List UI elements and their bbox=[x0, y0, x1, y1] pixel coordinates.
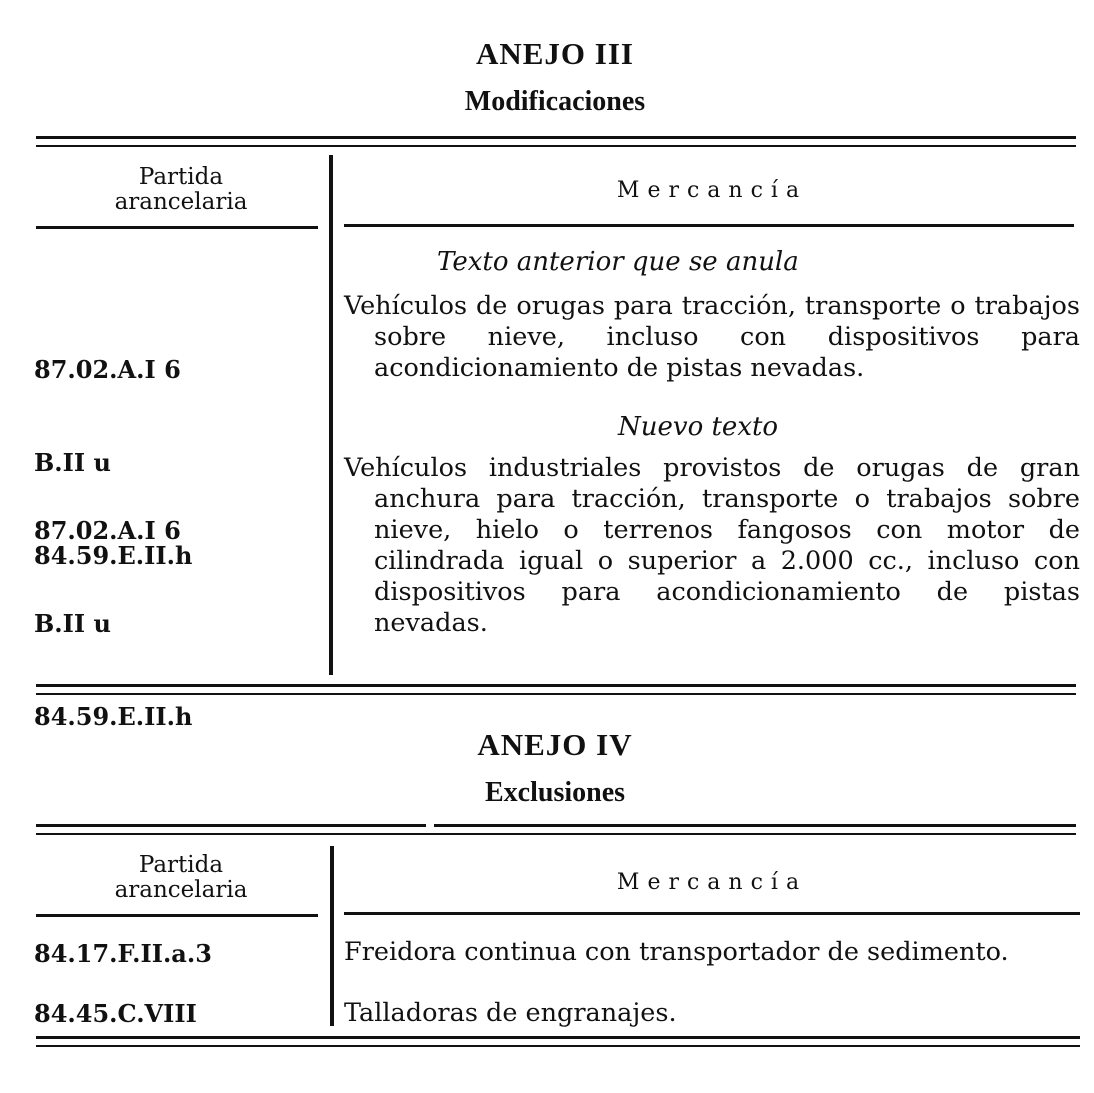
row2-codes bbox=[34, 453, 192, 763]
table1-header-underline-left bbox=[36, 226, 318, 229]
row2-code-2: B.II u bbox=[34, 609, 111, 638]
anejo-iv-subtitle: Exclusiones bbox=[484, 777, 626, 808]
anejo-iii-title: ANEJO III bbox=[475, 36, 634, 71]
row2-code-3: 84.59.E.II.h bbox=[34, 702, 193, 731]
anejo-iii-subtitle: Modificaciones bbox=[464, 86, 646, 117]
table2-top-rule bbox=[36, 824, 426, 827]
table2-row1-description-text: Freidora continua con transportador de sedimento. bbox=[344, 937, 1009, 967]
table2-header-underline-left bbox=[36, 914, 318, 917]
table2-row1-code: 84.17.F.II.a.3 bbox=[34, 939, 212, 968]
row1-code-3: 84.59.E.II.h bbox=[34, 541, 193, 570]
table2-bottom-rule-2 bbox=[36, 1045, 1080, 1047]
row2-description bbox=[344, 453, 1080, 639]
table2-row2-description-text: Talladoras de engranajes. bbox=[344, 998, 677, 1028]
table2-row2-code: 84.45.C.VIII bbox=[34, 999, 197, 1028]
section-heading-nuevo-texto: Nuevo texto bbox=[618, 412, 779, 442]
col-header-partida-line1: Partida bbox=[138, 164, 224, 190]
table2-top-rule-b bbox=[434, 824, 1076, 827]
row2-code-1: 87.02.A.I 6 bbox=[34, 516, 181, 545]
table1-column-divider bbox=[329, 155, 333, 675]
table2-bottom-rule bbox=[36, 1036, 1080, 1039]
table1-top-rule bbox=[36, 136, 1076, 139]
row1-description bbox=[344, 291, 1080, 384]
table2-row2-description bbox=[344, 998, 1080, 1029]
table1-bottom-rule bbox=[36, 684, 1076, 687]
table1-top-rule-2 bbox=[36, 145, 1076, 147]
table2-col-header-partida-line1: Partida bbox=[138, 852, 224, 878]
anejo-iv-title: ANEJO IV bbox=[477, 727, 633, 762]
row2-description-text: Vehículos industriales provistos de orugas de gran anchura para tracción, transporte o trabajos sobre nieve, hielo o terrenos fangosos con motor de cilindrada igual o superior a 2.000 cc., incluso con dispositivos para acondicionamiento de pistas nevadas. bbox=[344, 453, 1080, 638]
table1-bottom-rule-2 bbox=[36, 693, 1076, 695]
row1-code-2: B.II u bbox=[34, 448, 111, 477]
col-header-partida-line2: arancelaria bbox=[114, 189, 248, 215]
col-header-mercancia: Mercancía bbox=[616, 178, 808, 203]
table1-header-underline-right bbox=[344, 224, 1074, 227]
table2-col-header-partida-line2: arancelaria bbox=[114, 877, 248, 903]
table2-col-header-mercancia: Mercancía bbox=[616, 870, 808, 895]
col-header-partida bbox=[36, 165, 326, 215]
section-heading-texto-anterior: Texto anterior que se anula bbox=[437, 247, 799, 277]
table2-col-header-partida bbox=[36, 853, 326, 903]
table2-header-underline-right bbox=[344, 912, 1080, 915]
row1-description-text: Vehículos de orugas para tracción, transporte o trabajos sobre nieve, incluso con dispositivos para acondicionamiento de pistas nevadas. bbox=[344, 291, 1080, 383]
table2-column-divider bbox=[330, 846, 334, 1026]
row1-code-1: 87.02.A.I 6 bbox=[34, 355, 181, 384]
table2-row1-description bbox=[344, 937, 1080, 968]
table2-top-rule-2 bbox=[36, 833, 1076, 835]
